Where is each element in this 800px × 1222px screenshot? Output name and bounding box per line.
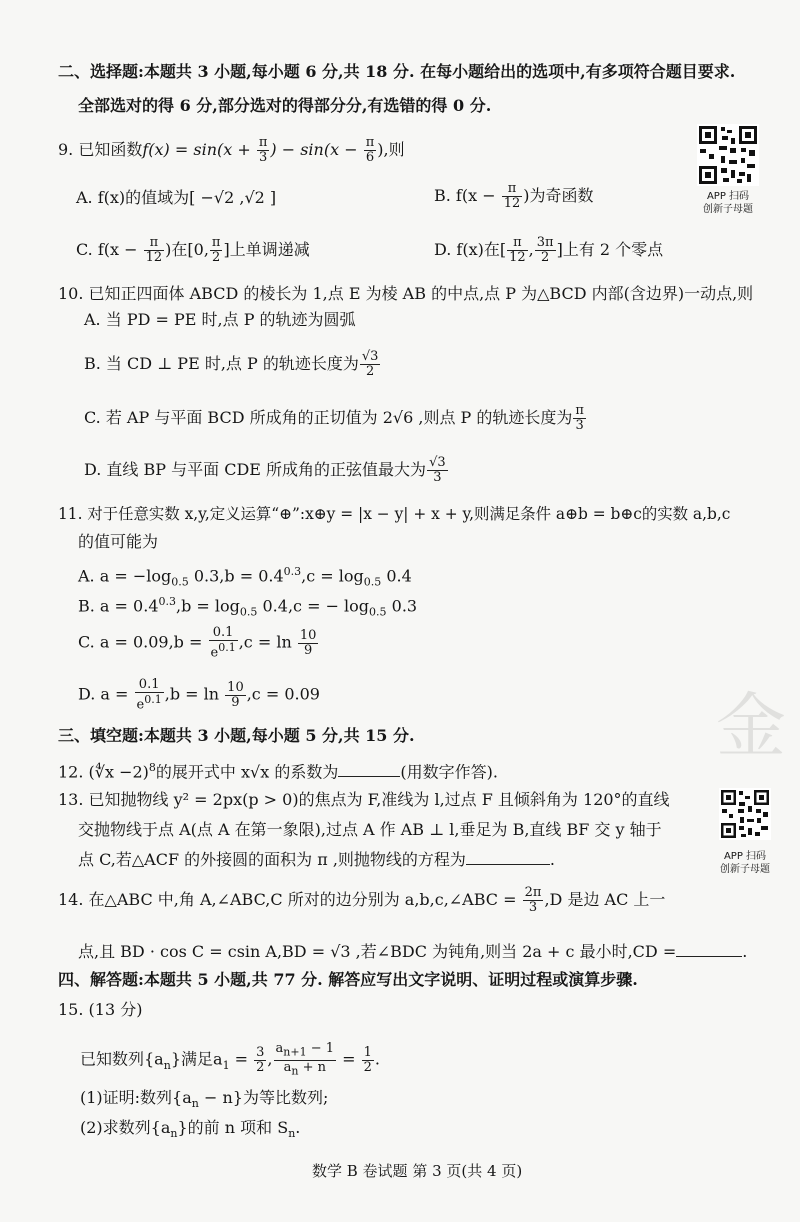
frac-num: 3 xyxy=(256,1044,265,1060)
q15-p2-t3: . xyxy=(295,1118,301,1137)
q11-optb-base1: 0.5 xyxy=(239,605,258,619)
q9-optb-text2: )为奇函数 xyxy=(523,186,594,205)
q15-number: 15. (13 分) xyxy=(58,1000,143,1019)
frac-den: 2 xyxy=(541,250,550,265)
q9-stem xyxy=(58,136,405,165)
q11-opta-t1: A. a = −log xyxy=(78,566,172,586)
q11-opta-t3: ,c = log xyxy=(301,566,364,586)
qr-label-line2: 创新子母题 xyxy=(703,204,753,215)
e-exp: 0.1 xyxy=(218,641,236,654)
frac-num: 3π xyxy=(536,235,554,250)
q15-p1-t1: (1)证明:数列{a xyxy=(80,1088,192,1107)
q15-p1-sub: n xyxy=(191,1097,199,1111)
q9-optd-text1: D. f(x)在[ xyxy=(434,240,507,259)
q10-stem: 10. 已知正四面体 ABCD 的棱长为 1,点 E 为棱 AB 的中点,点 P 为△BCD 内部(含边界)一动点,则 xyxy=(58,284,754,303)
frac-num: 10 xyxy=(227,679,244,695)
frac-den: 2 xyxy=(363,1059,372,1075)
q11-option-d xyxy=(78,678,320,712)
q11-optc-t2: ,c = ln xyxy=(238,632,297,652)
q10-option-b xyxy=(84,350,381,379)
frac-den xyxy=(135,693,164,712)
frac-num: π xyxy=(502,182,523,197)
q12-answer-blank[interactable] xyxy=(338,760,400,777)
q12-exp: 8 xyxy=(148,761,156,774)
q13-line2: 交抛物线于点 A(点 A 在第一象限),过点 A 作 AB ⊥ l,垂足为 B,直线 BF 交 y 轴于 xyxy=(78,820,662,839)
q11-optb-base2: 0.5 xyxy=(369,605,387,619)
q10-optd-frac xyxy=(427,456,448,485)
q15-frac-3-2 xyxy=(254,1046,266,1075)
frac-num: π xyxy=(211,235,221,250)
q14-l2-end: . xyxy=(742,942,748,961)
q12-t2: −2) xyxy=(114,762,149,782)
q10-optb-text: B. 当 CD ⊥ PE 时,点 P 的轨迹长度为 xyxy=(84,354,359,373)
section4-title: 四、解答题:本题共 5 小题,共 77 分. 解答应写出文字说明、证明过程或演算步骤. xyxy=(58,970,638,989)
q9-option-a: A. f(x)的值域为[ −√2 ,√2 ] xyxy=(76,188,277,207)
sub-n: n xyxy=(291,1064,299,1078)
q9-option-b xyxy=(434,182,594,211)
section2-note: 全部选对的得 6 分,部分选对的得部分分,有选错的得 0 分. xyxy=(78,96,492,115)
e-base: e xyxy=(136,697,145,713)
q9-optc-frac1 xyxy=(144,236,165,265)
qr-code-2[interactable] xyxy=(719,788,771,840)
frac-num: 2π xyxy=(524,885,542,900)
q9-optc-frac2 xyxy=(210,236,223,265)
frac-num: 0.1 xyxy=(209,626,238,641)
frac-num: 0.1 xyxy=(135,678,164,693)
frac-den: 6 xyxy=(365,150,375,165)
q15-sub-n: n xyxy=(163,1058,171,1072)
q12 xyxy=(58,756,498,784)
qr-label-line1: APP 扫码 xyxy=(706,191,750,202)
frac-num: π xyxy=(365,135,375,150)
e-base: e xyxy=(210,645,219,661)
q11-optc-t1: C. a = 0.09,b = xyxy=(78,632,208,652)
q14-answer-blank[interactable] xyxy=(676,940,742,957)
q14-line1 xyxy=(58,886,665,915)
q14-l1-text: 14. 在△ABC 中,角 A,∠ABC,C 所对的边分别为 a,b,c,∠ABC = xyxy=(58,890,522,909)
qr-label-line2: 创新子母题 xyxy=(720,864,770,875)
q13-l3-text: 点 C,若△ACF 的外接圆的面积为 π ,则抛物线的方程为 xyxy=(78,850,466,869)
q14-l1-text2: ,D 是边 AC 上一 xyxy=(544,890,666,909)
q11-optb-exp: 0.3 xyxy=(158,595,176,608)
q9-optd-text3: ]上有 2 个零点 xyxy=(556,240,664,259)
q9-optd-frac1 xyxy=(507,236,528,265)
q11-optd-t2: ,b = ln xyxy=(164,684,225,704)
q13-line3 xyxy=(78,848,555,872)
frac-den: 12 xyxy=(145,250,163,265)
qr-label-line1: APP 扫码 xyxy=(723,851,767,862)
q11-opta-exp: 0.3 xyxy=(283,565,302,578)
q11-option-c xyxy=(78,626,319,660)
q15-p2-sub: n xyxy=(170,1127,178,1141)
q11-optb-t4: 0.3 xyxy=(386,596,418,616)
frac-num: √3 xyxy=(361,349,379,364)
q9-optc-text3: ]上单调递减 xyxy=(223,240,310,259)
q9-optc-text1: C. f(x − xyxy=(76,240,143,259)
q12-t1: 12. ( xyxy=(58,762,95,782)
frac-den: 12 xyxy=(509,250,526,265)
frac-den: 12 xyxy=(503,196,521,211)
q15-frac-1-2 xyxy=(362,1046,374,1075)
q15-t3: = xyxy=(229,1049,254,1069)
q14-line2 xyxy=(78,940,747,964)
frac-den: 3 xyxy=(433,470,442,485)
q11-optd-frac2 xyxy=(225,681,246,710)
q9-stem-text: 9. 已知函数 xyxy=(58,140,143,159)
q9-option-d xyxy=(434,236,663,265)
frac-num: π xyxy=(575,403,584,418)
e-exp: 0.1 xyxy=(144,693,162,706)
frac-den xyxy=(209,641,238,660)
frac-num: 10 xyxy=(299,627,317,643)
q15-part1 xyxy=(80,1086,328,1116)
frac-den: 3 xyxy=(528,900,538,915)
q11-option-b xyxy=(78,590,417,625)
q10-optb-frac xyxy=(360,350,381,379)
q15-frac-recur xyxy=(274,1042,337,1078)
q11-stem: 11. 对于任意实数 x,y,定义运算“⊕”:x⊕y = |x − y| + x + y,则满足条件 a⊕b = b⊕c的实数 a,b,c xyxy=(58,505,731,523)
q10-option-c xyxy=(84,404,587,433)
q11-optb-t1: B. a = 0.4 xyxy=(78,596,159,616)
q9-option-c xyxy=(76,236,310,265)
q10-optc-text: C. 若 AP 与平面 BCD 所成角的正切值为 2√6 ,则点 P 的轨迹长度为 xyxy=(84,408,573,427)
frac-den: 9 xyxy=(231,694,240,710)
q11-optc-frac2 xyxy=(298,629,319,658)
q15-t2: }满足a xyxy=(170,1049,223,1069)
q9-optc-text2: )在[0, xyxy=(165,240,209,259)
q13-answer-blank[interactable] xyxy=(466,848,550,865)
q11-opta-t4: 0.4 xyxy=(381,566,412,586)
q9-optd-text2: , xyxy=(528,240,534,259)
q10-optd-text: D. 直线 BP 与平面 CDE 所成角的正弦值最大为 xyxy=(84,460,427,479)
page-footer: 数学 B 卷试题 第 3 页(共 4 页) xyxy=(312,1162,523,1180)
q15-stem: 已知数列$\{a_n\}$满足$a_1$ = $\frac{3}{2}$ , $\frac{a_{n+1} - 1}{a_n + n}$ = $\frac{1}{2}$ . xyxy=(80,1041,380,1078)
frac-den: 2 xyxy=(366,364,375,379)
q9-func-part1: f(x) = sin(x + xyxy=(142,140,256,159)
frac-num: 1 xyxy=(363,1044,372,1060)
q10-optc-frac xyxy=(573,404,586,433)
qr-code-1[interactable] xyxy=(697,124,759,186)
q9-frac-pi3 xyxy=(257,136,270,165)
q11-optc-frac1 xyxy=(209,626,238,660)
frac-den: 3 xyxy=(575,418,584,433)
q9-optd-frac2 xyxy=(535,236,556,265)
q11-optb-t3: 0.4,c = − log xyxy=(257,596,370,616)
frac-den: 2 xyxy=(212,250,221,265)
section3-title: 三、填空题:本题共 3 小题,每小题 5 分,共 15 分. xyxy=(58,726,415,745)
q13-line1: 13. 已知抛物线 y² = 2px(p > 0)的焦点为 F,准线为 l,过点 F 且倾斜角为 120°的直线 xyxy=(58,790,670,809)
q11-stem2: 的值可能为 xyxy=(78,532,159,551)
q15-part2 xyxy=(80,1116,300,1146)
q11-optb-t2: ,b = log xyxy=(176,596,240,616)
q15-p1-t2: − n}为等比数列; xyxy=(198,1088,329,1107)
frac-den: 9 xyxy=(303,642,313,658)
frac-num: $a_{n+1} - 1$ xyxy=(275,1041,335,1059)
q10-option-d xyxy=(84,456,449,485)
q15-t4: , xyxy=(267,1049,273,1069)
q14-frac xyxy=(523,886,544,915)
q11-opta-base1: 0.5 xyxy=(171,575,189,589)
sub-n1: n+1 xyxy=(283,1045,307,1059)
q9-optb-frac xyxy=(502,182,523,211)
q13-l3-end: . xyxy=(549,850,556,869)
q9-stem-end: ),则 xyxy=(377,140,405,159)
frac-num: π xyxy=(144,236,165,251)
frac-den: 3 xyxy=(258,150,268,165)
q15-p2-sub2: n xyxy=(288,1127,296,1141)
frac-num: π xyxy=(258,135,268,150)
q9-func-part2: ) − sin(x − xyxy=(270,140,363,159)
section2-title: 二、选择题:本题共 3 小题,每小题 6 分,共 18 分. 在每小题给出的选项中,有多项符合题目要求. xyxy=(58,62,736,81)
q9-frac-pi6 xyxy=(364,136,377,165)
q11-optd-frac1 xyxy=(135,678,164,712)
frac-num: π xyxy=(507,236,528,251)
qr-label-1 xyxy=(690,190,766,216)
frac-den: $a_n + n$ xyxy=(283,1059,326,1078)
q14-l2-text: 点,且 BD · cos C = csin A,BD = √3 ,若∠BDC 为钝角,则当 2a + c 最小时,CD = xyxy=(78,942,677,961)
qr-label-2 xyxy=(706,850,784,876)
watermark: 金 xyxy=(716,685,786,767)
q15-t1: 已知数列{a xyxy=(80,1049,164,1069)
frac-num: √3 xyxy=(429,455,446,470)
q15-p2-t1: (2)求数列{a xyxy=(80,1118,171,1137)
q11-optd-t3: ,c = 0.09 xyxy=(246,684,320,704)
q12-root: ∜x xyxy=(94,762,114,782)
q11-opta-t2: 0.3,b = 0.4 xyxy=(188,566,284,586)
q15-sub-1: 1 xyxy=(222,1058,230,1072)
frac-den: 2 xyxy=(256,1059,265,1075)
a-var: a xyxy=(283,1059,292,1075)
q9-optb-text1: B. f(x − xyxy=(434,186,501,205)
a-var: a xyxy=(275,1041,284,1056)
q12-t3: 的展开式中 x√x 的系数为 xyxy=(155,762,339,782)
q10-option-a: A. 当 PD = PE 时,点 P 的轨迹为圆弧 xyxy=(84,310,356,329)
q11-optd-t1: D. a = xyxy=(78,684,134,704)
q15-p2-t2: }的前 n 项和 S xyxy=(177,1118,289,1137)
q12-t4: (用数字作答). xyxy=(400,762,498,782)
q11-opta-base2: 0.5 xyxy=(363,575,382,589)
